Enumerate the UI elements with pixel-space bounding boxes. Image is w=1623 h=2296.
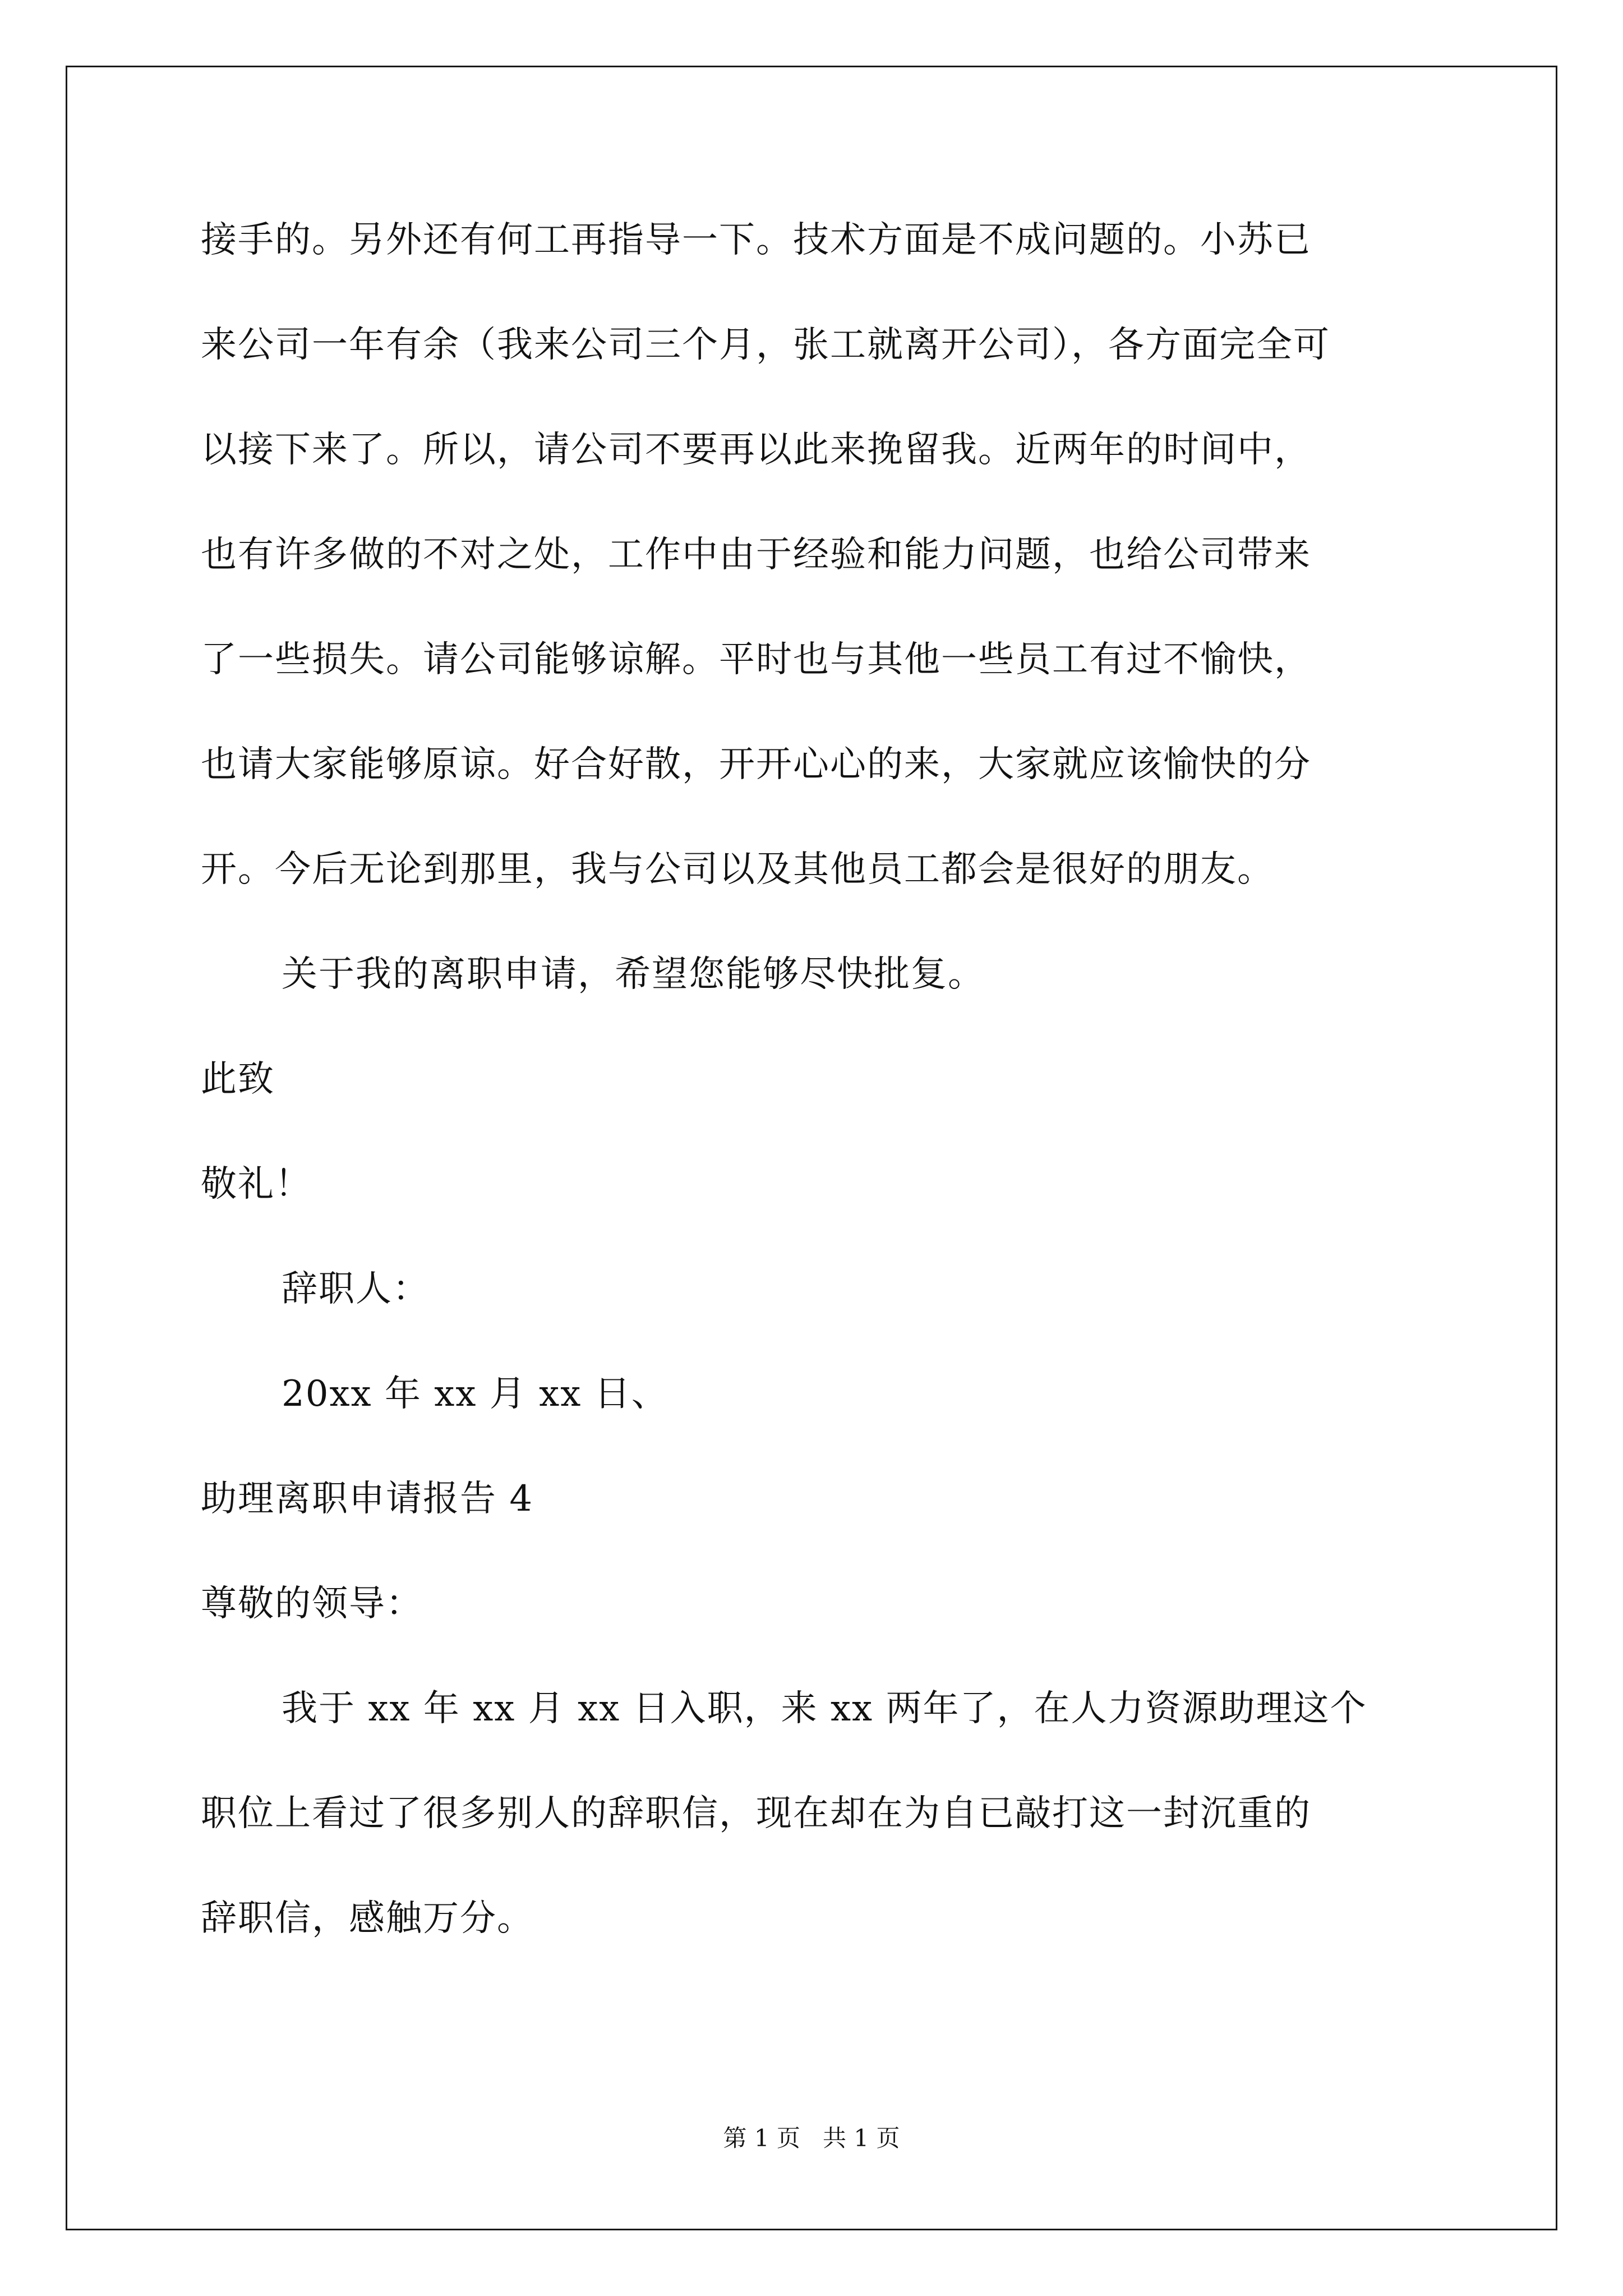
signature-label: 辞职人：: [282, 1268, 430, 1310]
body-line-10: 辞职信，感触万分。: [201, 1898, 534, 1939]
body-line-4: 也有许多做的不对之处，工作中由于经验和能力问题，也给公司带来: [201, 534, 1311, 576]
signature-date: 20xx 年 xx 月 xx 日、: [282, 1373, 668, 1415]
body-line-9: 职位上看过了很多别人的辞职信，现在却在为自已敲打这一封沉重的: [201, 1793, 1311, 1834]
body-line-2: 来公司一年有余（我来公司三个月，张工就离开公司），各方面完全可: [201, 324, 1330, 366]
section-title: 助理离职申请报告 4: [201, 1478, 534, 1520]
closing-jingli: 敬礼！: [201, 1163, 312, 1205]
body-line-7: 开。今后无论到那里，我与公司以及其他员工都会是很好的朋友。: [201, 849, 1274, 890]
salutation: 尊敬的领导：: [201, 1583, 423, 1625]
body-line-3: 以接下来了。所以，请公司不要再以此来挽留我。近两年的时间中，: [201, 429, 1311, 471]
body-line-request: 关于我的离职申请，希望您能够尽快批复。: [282, 954, 985, 995]
body-line-6: 也请大家能够原谅。好合好散，开开心心的来，大家就应该愉快的分: [201, 744, 1311, 785]
closing-cizhi: 此致: [201, 1059, 275, 1100]
page-number-footer: 第 1 页 共 1 页: [723, 2124, 900, 2152]
body-line-5: 了一些损失。请公司能够谅解。平时也与其他一些员工有过不愉快，: [201, 639, 1311, 680]
body-line-8: 我于 xx 年 xx 月 xx 日入职，来 xx 两年了，在人力资源助理这个: [282, 1688, 1367, 1729]
body-line-1: 接手的。另外还有何工再指导一下。技术方面是不成问题的。小苏已: [201, 219, 1311, 261]
